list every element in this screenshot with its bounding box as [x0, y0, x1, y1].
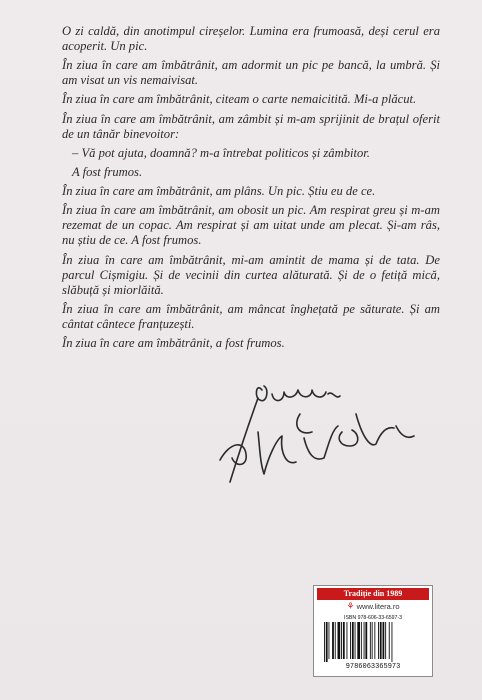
- isbn-text: ISBN 978-606-33-6597-3: [344, 615, 402, 621]
- body-text: [62, 24, 440, 355]
- paragraph-3: În ziua în care am îmbătrânit, citeam o carte nemaicitită. Mi-a plăcut.: [62, 92, 417, 107]
- paragraph-5: – Vă pot ajuta, doamnă? m-a întrebat politicos și zâmbitor.: [72, 145, 370, 160]
- paragraph-10: În ziua în care am îmbătrânit, am mâncat înghețată pe săturate. Și am cântat cântece franțuzești.: [62, 301, 440, 331]
- paragraph-6: A fost frumos.: [72, 164, 143, 179]
- tradition-banner: Tradiție din 1989: [317, 588, 429, 600]
- publisher-logo-icon: ⚘: [346, 601, 355, 611]
- handwritten-signature: [200, 370, 415, 485]
- publisher-website: [317, 601, 429, 612]
- paragraph-8: În ziua în care am îmbătrânit, am obosit un pic. Am respirat greu și m-am rezemat de un copac. Am respirat și am uitat unde am plecat. Și-am râs, nu știu de ce. A fost frumos.: [62, 203, 440, 248]
- paragraph-2: În ziua în care am îmbătrânit, am adormit un pic pe bancă, la umbră. Și am visat un vis nemaivisat.: [62, 58, 440, 88]
- website-text: www.litera.ro: [356, 602, 400, 611]
- paragraph-7: În ziua în care am îmbătrânit, am plâns. Un pic. Știu eu de ce.: [62, 184, 376, 199]
- barcode-number: 9786063365973: [345, 663, 401, 671]
- paragraph-11: În ziua în care am îmbătrânit, a fost frumos.: [62, 335, 285, 350]
- paragraph-9: În ziua în care am îmbătrânit, mi-am amintit de mama și de tata. De parcul Cișmigiu. Și de vecinii din curtea alăturată. Și de o fetiță mică, slăbuță și miorlăită.: [62, 252, 440, 297]
- barcode-label: [313, 585, 433, 677]
- barcode-bars: [324, 622, 422, 662]
- paragraph-4: În ziua în care am îmbătrânit, am zâmbit și m-am sprijinit de brațul oferit de un tânăr binevoitor:: [62, 111, 440, 141]
- paragraph-1: O zi caldă, din anotimpul cireșelor. Lumina era frumoasă, deși cerul era acoperit. Un pic.: [62, 24, 440, 53]
